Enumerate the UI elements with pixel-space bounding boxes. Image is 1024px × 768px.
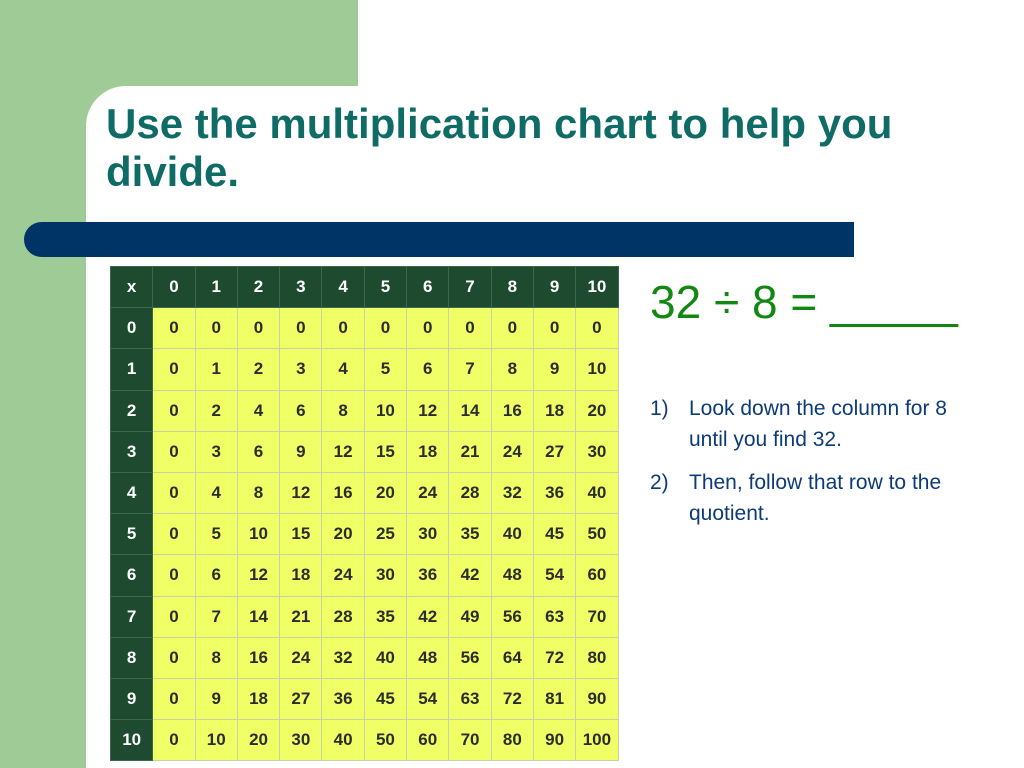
chart-product-cell: 32 <box>491 472 533 513</box>
chart-product-cell: 18 <box>280 555 322 596</box>
chart-product-cell: 9 <box>195 678 237 719</box>
chart-row-header: 0 <box>111 308 153 349</box>
chart-product-cell: 20 <box>576 390 618 431</box>
chart-product-cell: 70 <box>576 596 618 637</box>
step-number: 1) <box>650 397 669 420</box>
chart-row <box>111 472 619 513</box>
chart-product-cell: 4 <box>195 472 237 513</box>
chart-product-cell: 100 <box>576 720 618 761</box>
chart-product-cell: 30 <box>407 514 449 555</box>
chart-row <box>111 678 619 719</box>
slide-title: Use the multiplication chart to help you divide. <box>106 100 893 195</box>
chart-product-cell: 7 <box>449 349 491 390</box>
chart-product-cell: 48 <box>407 637 449 678</box>
chart-row <box>111 637 619 678</box>
chart-product-cell: 4 <box>237 390 279 431</box>
chart-product-cell: 63 <box>449 678 491 719</box>
chart-product-cell: 24 <box>322 555 364 596</box>
chart-row-header: 3 <box>111 431 153 472</box>
chart-column-header: 6 <box>407 267 449 308</box>
chart-product-cell: 0 <box>153 720 195 761</box>
chart-column-header: 5 <box>364 267 406 308</box>
step-text: Look down the column for 8 until you find 32. <box>689 397 947 451</box>
chart-row-header: 7 <box>111 596 153 637</box>
chart-product-cell: 42 <box>449 555 491 596</box>
chart-product-cell: 32 <box>322 637 364 678</box>
chart-row <box>111 596 619 637</box>
chart-column-header: 9 <box>533 267 575 308</box>
chart-product-cell: 0 <box>364 308 406 349</box>
step-item <box>650 467 980 529</box>
chart-product-cell: 54 <box>407 678 449 719</box>
chart-product-cell: 24 <box>491 431 533 472</box>
chart-product-cell: 14 <box>237 596 279 637</box>
chart-product-cell: 10 <box>195 720 237 761</box>
chart-product-cell: 8 <box>491 349 533 390</box>
chart-product-cell: 40 <box>491 514 533 555</box>
chart-header-row <box>111 267 619 308</box>
chart-row-header: 2 <box>111 390 153 431</box>
chart-product-cell: 45 <box>364 678 406 719</box>
chart-product-cell: 28 <box>449 472 491 513</box>
chart-column-header: 4 <box>322 267 364 308</box>
chart-column-header: 2 <box>237 267 279 308</box>
chart-product-cell: 18 <box>533 390 575 431</box>
chart-column-header: 3 <box>280 267 322 308</box>
chart-product-cell: 3 <box>195 431 237 472</box>
chart-row-header: 9 <box>111 678 153 719</box>
chart-product-cell: 8 <box>195 637 237 678</box>
chart-product-cell: 56 <box>449 637 491 678</box>
chart-product-cell: 60 <box>407 720 449 761</box>
step-number: 2) <box>650 471 669 494</box>
chart-product-cell: 0 <box>153 637 195 678</box>
chart-product-cell: 5 <box>364 349 406 390</box>
chart-product-cell: 21 <box>449 431 491 472</box>
chart-row <box>111 390 619 431</box>
chart-product-cell: 70 <box>449 720 491 761</box>
chart-product-cell: 4 <box>322 349 364 390</box>
chart-product-cell: 25 <box>364 514 406 555</box>
chart-product-cell: 8 <box>237 472 279 513</box>
chart-product-cell: 0 <box>153 555 195 596</box>
chart-product-cell: 8 <box>322 390 364 431</box>
chart-product-cell: 0 <box>153 431 195 472</box>
chart-product-cell: 0 <box>237 308 279 349</box>
chart-product-cell: 10 <box>576 349 618 390</box>
chart-row <box>111 308 619 349</box>
chart-row <box>111 720 619 761</box>
chart-product-cell: 30 <box>280 720 322 761</box>
chart-product-cell: 12 <box>322 431 364 472</box>
chart-product-cell: 16 <box>237 637 279 678</box>
chart-product-cell: 15 <box>280 514 322 555</box>
chart-product-cell: 72 <box>533 637 575 678</box>
chart-product-cell: 9 <box>280 431 322 472</box>
chart-product-cell: 0 <box>576 308 618 349</box>
chart-product-cell: 0 <box>407 308 449 349</box>
chart-product-cell: 6 <box>237 431 279 472</box>
chart-product-cell: 0 <box>533 308 575 349</box>
chart-product-cell: 3 <box>280 349 322 390</box>
chart-product-cell: 0 <box>153 514 195 555</box>
chart-row-header: 1 <box>111 349 153 390</box>
chart-product-cell: 35 <box>364 596 406 637</box>
chart-product-cell: 0 <box>491 308 533 349</box>
chart-product-cell: 18 <box>237 678 279 719</box>
chart-product-cell: 42 <box>407 596 449 637</box>
chart-product-cell: 30 <box>576 431 618 472</box>
chart-product-cell: 45 <box>533 514 575 555</box>
chart-product-cell: 36 <box>533 472 575 513</box>
chart-product-cell: 63 <box>533 596 575 637</box>
chart-product-cell: 21 <box>280 596 322 637</box>
chart-product-cell: 0 <box>195 308 237 349</box>
chart-product-cell: 56 <box>491 596 533 637</box>
chart-product-cell: 72 <box>491 678 533 719</box>
chart-product-cell: 27 <box>280 678 322 719</box>
chart-corner-cell: x <box>111 267 153 308</box>
chart-product-cell: 90 <box>576 678 618 719</box>
title-divider-bar <box>24 222 854 257</box>
chart-product-cell: 16 <box>322 472 364 513</box>
chart-product-cell: 20 <box>364 472 406 513</box>
chart-product-cell: 5 <box>195 514 237 555</box>
chart-row <box>111 514 619 555</box>
chart-column-header: 0 <box>153 267 195 308</box>
chart-product-cell: 1 <box>195 349 237 390</box>
chart-product-cell: 49 <box>449 596 491 637</box>
chart-product-cell: 6 <box>195 555 237 596</box>
step-text: Then, follow that row to the quotient. <box>689 471 942 525</box>
chart-row <box>111 349 619 390</box>
chart-product-cell: 54 <box>533 555 575 596</box>
chart-product-cell: 40 <box>322 720 364 761</box>
chart-row <box>111 431 619 472</box>
chart-product-cell: 0 <box>153 349 195 390</box>
chart-product-cell: 20 <box>237 720 279 761</box>
chart-product-cell: 50 <box>364 720 406 761</box>
chart-product-cell: 6 <box>407 349 449 390</box>
multiplication-chart <box>110 266 619 761</box>
chart-product-cell: 64 <box>491 637 533 678</box>
chart-row <box>111 555 619 596</box>
chart-product-cell: 18 <box>407 431 449 472</box>
chart-row-header: 4 <box>111 472 153 513</box>
chart-product-cell: 9 <box>533 349 575 390</box>
chart-product-cell: 15 <box>364 431 406 472</box>
chart-product-cell: 0 <box>322 308 364 349</box>
chart-product-cell: 28 <box>322 596 364 637</box>
content-panel-top <box>358 0 1024 90</box>
chart-product-cell: 10 <box>237 514 279 555</box>
chart-product-cell: 0 <box>449 308 491 349</box>
chart-product-cell: 12 <box>280 472 322 513</box>
chart-product-cell: 2 <box>195 390 237 431</box>
chart-product-cell: 12 <box>237 555 279 596</box>
chart-column-header: 10 <box>576 267 618 308</box>
chart-product-cell: 12 <box>407 390 449 431</box>
chart-product-cell: 20 <box>322 514 364 555</box>
chart-product-cell: 24 <box>280 637 322 678</box>
chart-product-cell: 90 <box>533 720 575 761</box>
chart-column-header: 8 <box>491 267 533 308</box>
chart-product-cell: 40 <box>576 472 618 513</box>
decorative-green-strip <box>0 0 86 768</box>
chart-product-cell: 7 <box>195 596 237 637</box>
chart-product-cell: 30 <box>364 555 406 596</box>
chart-product-cell: 0 <box>280 308 322 349</box>
chart-product-cell: 36 <box>407 555 449 596</box>
step-item <box>650 393 980 455</box>
chart-product-cell: 81 <box>533 678 575 719</box>
chart-column-header: 7 <box>449 267 491 308</box>
chart-product-cell: 16 <box>491 390 533 431</box>
chart-product-cell: 0 <box>153 678 195 719</box>
chart-column-header: 1 <box>195 267 237 308</box>
chart-row-header: 10 <box>111 720 153 761</box>
chart-row-header: 8 <box>111 637 153 678</box>
chart-product-cell: 80 <box>576 637 618 678</box>
chart-product-cell: 50 <box>576 514 618 555</box>
chart-row-header: 5 <box>111 514 153 555</box>
chart-product-cell: 14 <box>449 390 491 431</box>
chart-product-cell: 2 <box>237 349 279 390</box>
chart-product-cell: 0 <box>153 596 195 637</box>
chart-product-cell: 60 <box>576 555 618 596</box>
chart-product-cell: 80 <box>491 720 533 761</box>
chart-product-cell: 24 <box>407 472 449 513</box>
chart-product-cell: 6 <box>280 390 322 431</box>
chart-product-cell: 36 <box>322 678 364 719</box>
chart-product-cell: 40 <box>364 637 406 678</box>
chart-product-cell: 27 <box>533 431 575 472</box>
chart-product-cell: 48 <box>491 555 533 596</box>
chart-product-cell: 35 <box>449 514 491 555</box>
instruction-steps <box>650 393 980 541</box>
chart-product-cell: 0 <box>153 308 195 349</box>
chart-product-cell: 0 <box>153 472 195 513</box>
chart-product-cell: 10 <box>364 390 406 431</box>
division-equation: 32 ÷ 8 = _____ <box>650 276 958 328</box>
chart-row-header: 6 <box>111 555 153 596</box>
chart-product-cell: 0 <box>153 390 195 431</box>
